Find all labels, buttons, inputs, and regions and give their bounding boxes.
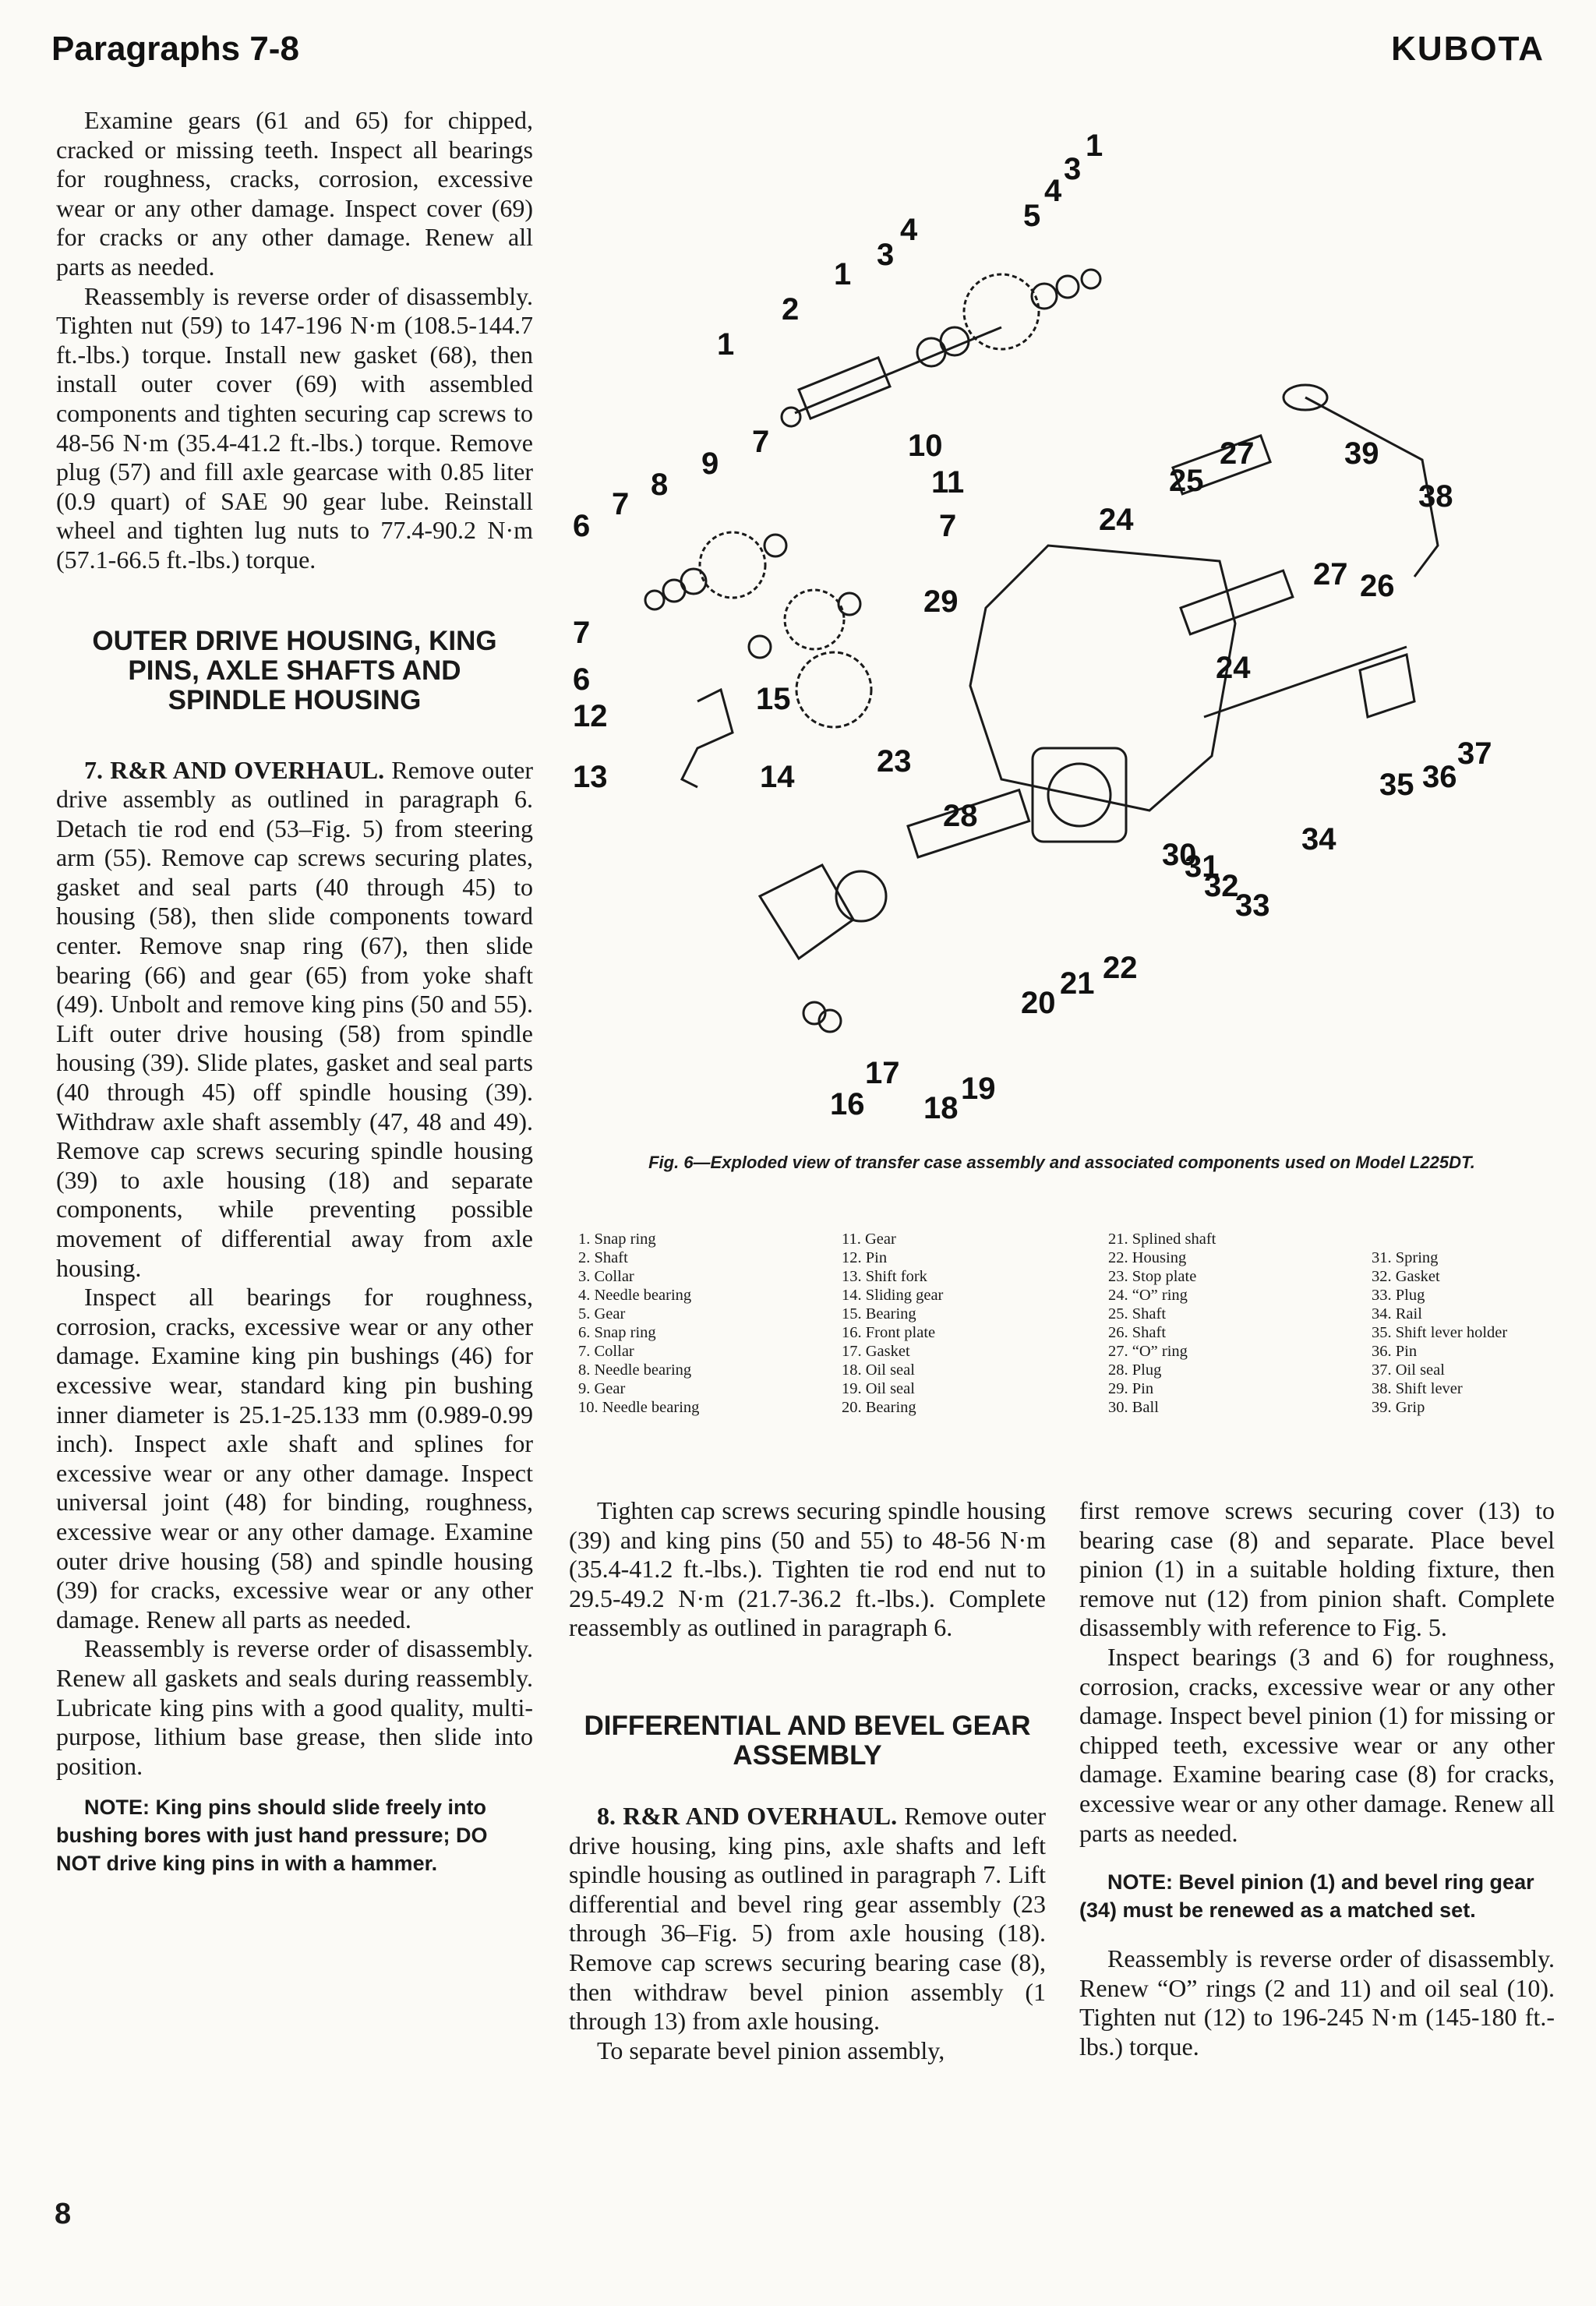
paragraph: Reassembly is reverse order of disassembly. Tighten nut (59) to 147-196 N·m (108.5-144.7 ft.-lbs.) torque. Install new gasket (68), then install outer cover (69) with assembled components and tighten securing cap screws to 48-56 N·m (35.4-41.2 ft.-lbs.) torque. Remove plug (57) and fill axle gearcase with 0.85 liter (0.9 quart) of SAE 90 gear lube. Reinstall wheel and tighten lug nuts to 77.4-90.2 N·m (57.1-66.5 ft.-lbs.) torque. [56, 281, 533, 574]
paragraph: first remove screws securing cover (13) to bearing case (8) and separate. Place bevel pinion (1) in a suitable holding fixture, then remove nut (12) from pinion shaft. Complete disassembly with reference to Fig. 5. [1079, 1496, 1555, 1642]
collar-part [839, 593, 860, 615]
legend-item: 15. Bearing [842, 1305, 916, 1323]
legend-item: 7. Collar [578, 1343, 634, 1360]
svg-text:2: 2 [782, 292, 800, 327]
legend-item: 17. Gasket [842, 1343, 910, 1360]
collar-part [1057, 276, 1079, 298]
svg-text:23: 23 [877, 744, 912, 779]
collar-part [749, 636, 771, 658]
bearing-part [836, 871, 886, 921]
note: NOTE: King pins should slide freely into bushing bores with just hand pressure; DO NOT drive king pins in with a hammer. [56, 1796, 488, 1876]
legend-item: 21. Splined shaft [1108, 1231, 1216, 1248]
snap-ring-part [782, 408, 800, 426]
svg-text:7: 7 [752, 425, 770, 459]
svg-text:6: 6 [573, 662, 591, 697]
paragraph-body: Remove outer drive housing, king pins, axle shafts and left spindle housing as outlined in paragraph 7. Lift differential and bevel ring gear assembly (23 through 36–Fig. 5) from axle housing (18). Remove cap screws securing bearing case (8), then withdraw bevel pinion assembly (1 through 13) from axle housing. [569, 1801, 1047, 2036]
legend-item: 3. Collar [578, 1268, 634, 1285]
svg-text:21: 21 [1060, 966, 1095, 1001]
svg-text:31: 31 [1185, 849, 1220, 884]
exploded-view-figure [565, 109, 1555, 1134]
svg-text:37: 37 [1457, 736, 1492, 771]
shift-lever-holder-part [1360, 655, 1414, 717]
bearing-part [681, 569, 706, 594]
legend-item: 18. Oil seal [842, 1361, 915, 1379]
note: NOTE: Bevel pinion (1) and bevel ring gear (34) must be renewed as a matched set. [1079, 1870, 1534, 1923]
svg-text:29: 29 [923, 584, 959, 619]
svg-text:18: 18 [923, 1091, 959, 1125]
legend-item: 13. Shift fork [842, 1268, 927, 1285]
figure-caption: Fig. 6—Exploded view of transfer case assembly and associated components used on Model L225DT. [648, 1153, 1475, 1172]
legend-item: 26. Shaft [1108, 1324, 1167, 1341]
svg-text:3: 3 [1064, 152, 1082, 186]
legend-item: 9. Gear [578, 1380, 626, 1397]
svg-text:4: 4 [1044, 174, 1062, 208]
svg-text:8: 8 [651, 468, 669, 502]
svg-text:15: 15 [756, 682, 791, 716]
legend-item: 31. Spring [1372, 1249, 1439, 1266]
page-header-left: Paragraphs 7-8 [51, 30, 299, 68]
svg-text:25: 25 [1169, 464, 1204, 498]
legend-item: 38. Shift lever [1372, 1380, 1463, 1397]
legend-column-2 [842, 1230, 943, 1417]
legend-item: 14. Sliding gear [842, 1287, 944, 1304]
shaft-line [795, 327, 1001, 413]
paragraph [569, 1802, 1046, 2036]
legend-item: 10. Needle bearing [578, 1399, 700, 1416]
svg-text:33: 33 [1235, 888, 1270, 923]
shaft-part [1181, 570, 1293, 634]
bearing-part [941, 327, 969, 355]
svg-text:36: 36 [1422, 760, 1457, 794]
legend-item: 32. Gasket [1372, 1268, 1440, 1285]
svg-text:24: 24 [1216, 651, 1251, 685]
legend-item: 4. Needle bearing [578, 1287, 692, 1304]
gear-part [700, 532, 765, 598]
legend-item: 1. Snap ring [578, 1231, 656, 1248]
housing-part [970, 546, 1235, 810]
middle-column [569, 1496, 1046, 2065]
paragraph: To separate bevel pinion assembly, [597, 2036, 945, 2064]
svg-text:7: 7 [939, 509, 957, 543]
svg-text:7: 7 [612, 487, 630, 521]
svg-text:6: 6 [573, 509, 591, 543]
paragraph-lead: 8. R&R AND OVERHAUL. [597, 1801, 898, 1830]
section-heading: DIFFERENTIAL AND BEVEL GEAR ASSEMBLY [584, 1710, 1031, 1771]
legend-item: 34. Rail [1372, 1305, 1422, 1323]
legend-item: 35. Shift lever holder [1372, 1324, 1508, 1341]
svg-text:26: 26 [1360, 569, 1395, 603]
svg-text:3: 3 [877, 238, 895, 272]
svg-text:16: 16 [830, 1087, 865, 1121]
svg-text:14: 14 [760, 760, 795, 794]
legend-item: 37. Oil seal [1372, 1361, 1445, 1379]
legend-item: 39. Grip [1372, 1399, 1425, 1416]
svg-text:17: 17 [865, 1056, 900, 1090]
svg-text:39: 39 [1344, 436, 1379, 471]
svg-text:1: 1 [1086, 129, 1103, 163]
paragraph [56, 756, 533, 1284]
shift-fork-part [682, 690, 733, 787]
legend-item: 22. Housing [1108, 1249, 1187, 1266]
legend-item: 23. Stop plate [1108, 1268, 1197, 1285]
svg-text:12: 12 [573, 699, 608, 733]
shaft-part [799, 358, 890, 418]
paragraph: Reassembly is reverse order of disassembly. Renew “O” rings (2 and 11) and oil seal (10). Tighten nut (12) to 196-245 N·m (145-180 ft.-lbs.) torque. [1079, 1944, 1555, 2061]
section-heading: OUTER DRIVE HOUSING, KING PINS, AXLE SHAFTS AND SPINDLE HOUSING [92, 625, 497, 715]
legend-item: 25. Shaft [1108, 1305, 1167, 1323]
snap-ring-part [645, 591, 664, 609]
transfer-case-diagram [565, 109, 1555, 1134]
svg-text:9: 9 [701, 447, 719, 481]
svg-text:30: 30 [1162, 838, 1197, 872]
paragraph: Inspect all bearings for roughness, corrosion, cracks, excessive wear or any other damage. Examine king pin bushings (46) for excessive wear, standard king pin bushing inner diameter is 25.1-25.133 mm (0.989-0.99 inch). Inspect axle shaft and splines for excessive wear or any other damage. Inspect universal joint (48) for binding, roughness, excessive wear or any other damage. Examine outer drive housing (58) and spindle housing (39) for cracks, excessive wear or any other damage. Renew all parts as needed. [56, 1283, 533, 1633]
legend-item: 6. Snap ring [578, 1324, 656, 1341]
legend-column-1 [578, 1230, 699, 1417]
svg-text:27: 27 [1220, 436, 1255, 471]
paragraph-body: Remove outer drive assembly as outlined in paragraph 6. Detach tie rod end (53–Fig. 5) from steering arm (55). Remove cap screws securing plates, gasket and seal parts (40 through 45) to housing (58), then slide components toward center. Remove snap ring (67), then slide bearing (66) and gear (65) from yoke shaft (49). Unbolt and remove king pins (50 and 55). Lift outer drive housing (58) from spindle housing (39). Slide plates, gasket and seal parts (40 through 45) off spindle housing (39). Withdraw axle shaft assembly (47, 48 and 49). Remove cap screws securing spindle housing (39) to axle housing (18) and separate components, while preventing possible movement of differential away from axle housing. [56, 755, 534, 1282]
sliding-gear-part [796, 652, 871, 727]
svg-text:4: 4 [900, 213, 918, 247]
legend-column-4 [1372, 1248, 1507, 1417]
legend-item: 8. Needle bearing [578, 1361, 692, 1379]
legend-item: 29. Pin [1108, 1380, 1154, 1397]
legend-item: 12. Pin [842, 1249, 888, 1266]
svg-text:7: 7 [573, 616, 591, 650]
svg-text:38: 38 [1418, 479, 1453, 514]
legend-item: 33. Plug [1372, 1287, 1425, 1304]
svg-text:34: 34 [1301, 822, 1336, 856]
legend-item: 24. “O” ring [1108, 1287, 1188, 1304]
svg-text:1: 1 [717, 327, 735, 362]
svg-text:24: 24 [1099, 503, 1134, 537]
legend-item: 16. Front plate [842, 1324, 936, 1341]
paragraph: Tighten cap screws securing spindle housing (39) and king pins (50 and 55) to 48-56 N·m (35.4-41.2 ft.-lbs.). Tighten tie rod end nut to 29.5-49.2 N·m (21.7-36.2 ft.-lbs.). Complete reassembly as outlined in paragraph 6. [569, 1496, 1046, 1642]
svg-text:10: 10 [908, 429, 943, 463]
svg-text:19: 19 [961, 1072, 996, 1106]
legend-item: 30. Ball [1108, 1399, 1159, 1416]
gear-part [964, 274, 1039, 349]
legend-item: 5. Gear [578, 1305, 626, 1323]
legend-item: 2. Shaft [578, 1249, 628, 1266]
collar-part [764, 535, 786, 556]
paragraph: Inspect bearings (3 and 6) for roughness, corrosion, cracks, excessive wear or any other damage. Inspect bevel pinion (1) for missing or chipped teeth, excessive wear or any other damage. Examine bearing case (8) for cracks, excessive wear or any other damage. Renew all parts as needed. [1079, 1642, 1555, 1847]
svg-text:35: 35 [1379, 768, 1414, 802]
legend-item: 20. Bearing [842, 1399, 916, 1416]
svg-text:11: 11 [931, 465, 965, 500]
legend-item: 36. Pin [1372, 1343, 1418, 1360]
legend-item: 28. Plug [1108, 1361, 1162, 1379]
left-column [56, 106, 533, 1877]
legend-item: 27. “O” ring [1108, 1343, 1188, 1360]
svg-text:28: 28 [943, 799, 978, 833]
page-header-brand: KUBOTA [1391, 30, 1545, 68]
svg-text:22: 22 [1103, 951, 1138, 985]
legend-column-3 [1108, 1230, 1216, 1417]
paragraph-lead: 7. R&R AND OVERHAUL. [84, 755, 385, 784]
page-number: 8 [55, 2198, 72, 2230]
right-column [1079, 1496, 1555, 2062]
paragraph: Reassembly is reverse order of disassembly. Renew all gaskets and seals during reassembly. Lubricate king pins with a good quality, multi-purpose, lithium base grease, then slide into position. [56, 1634, 533, 1780]
legend-item: 19. Oil seal [842, 1380, 915, 1397]
front-plate-part [760, 865, 853, 959]
svg-text:32: 32 [1204, 869, 1239, 903]
gear-part [785, 590, 844, 649]
svg-text:1: 1 [834, 257, 852, 291]
legend-item: 11. Gear [842, 1231, 896, 1248]
paragraph: Examine gears (61 and 65) for chipped, cracked or missing teeth. Inspect all bearings for roughness, cracks, corrosion, excessive wear or any other damage. Inspect cover (69) for cracks or any other damage. Renew all parts as needed. [56, 106, 533, 281]
svg-text:5: 5 [1023, 199, 1041, 233]
svg-text:13: 13 [573, 760, 608, 794]
snap-ring-part [1082, 270, 1100, 288]
svg-text:20: 20 [1021, 986, 1056, 1020]
svg-text:27: 27 [1313, 557, 1348, 592]
